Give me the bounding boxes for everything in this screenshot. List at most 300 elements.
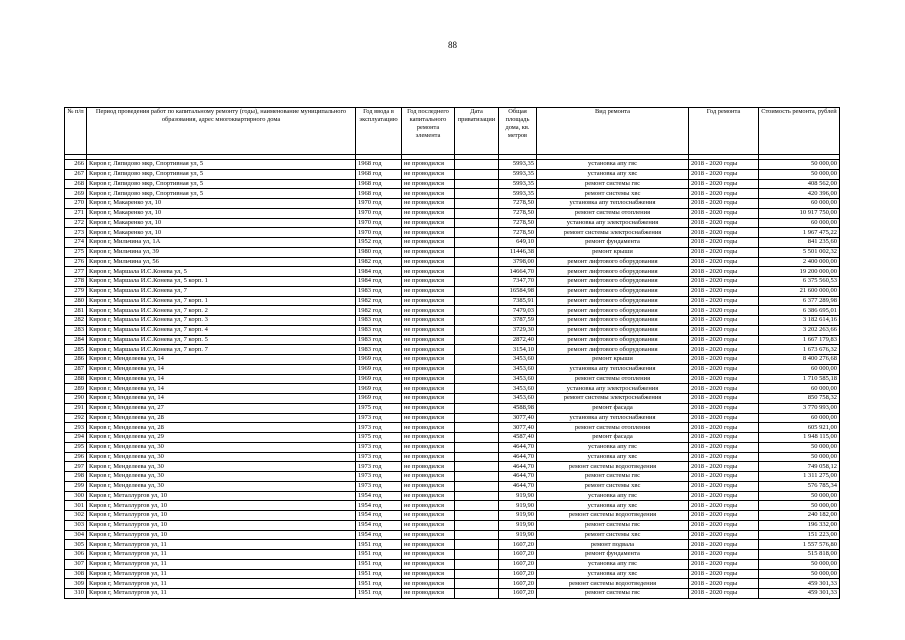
cell-num: 305 bbox=[65, 540, 87, 550]
table-row bbox=[65, 267, 840, 277]
cell-repair-year: 2018 - 2020 годы bbox=[689, 286, 759, 296]
cell-work-type: ремонт системы хвс bbox=[537, 481, 689, 491]
cell-privatization bbox=[455, 355, 499, 365]
header-last-repair: Год последнего капитального ремонта элемента bbox=[402, 108, 455, 155]
cell-cost: 60 000,00 bbox=[759, 413, 840, 423]
cell-repair-year: 2018 - 2020 годы bbox=[689, 364, 759, 374]
cell-cost: 60 000,00 bbox=[759, 218, 840, 228]
cell-address: Киров г, Металлургов ул, 11 bbox=[87, 550, 356, 560]
cell-cost: 2 400 000,00 bbox=[759, 257, 840, 267]
cell-area: 3453,60 bbox=[499, 384, 537, 394]
cell-area: 5993,35 bbox=[499, 179, 537, 189]
cell-work-type: ремонт лифтового оборудования bbox=[537, 267, 689, 277]
cell-year-built: 1954 год bbox=[356, 520, 402, 530]
cell-cost: 50 000,00 bbox=[759, 442, 840, 452]
cell-repair-year: 2018 - 2020 годы bbox=[689, 403, 759, 413]
cell-work-type: ремонт системы отопления bbox=[537, 374, 689, 384]
cell-last-repair: не проводился bbox=[402, 433, 455, 443]
cell-area: 16584,98 bbox=[499, 286, 537, 296]
cell-num: 278 bbox=[65, 277, 87, 287]
cell-work-type: установка апу гвс bbox=[537, 442, 689, 452]
table-row bbox=[65, 452, 840, 462]
cell-repair-year: 2018 - 2020 годы bbox=[689, 442, 759, 452]
cell-last-repair: не проводился bbox=[402, 384, 455, 394]
cell-repair-year: 2018 - 2020 годы bbox=[689, 160, 759, 170]
cell-last-repair: не проводился bbox=[402, 218, 455, 228]
table-row bbox=[65, 335, 840, 345]
cell-num: 286 bbox=[65, 355, 87, 365]
cell-repair-year: 2018 - 2020 годы bbox=[689, 589, 759, 599]
cell-num: 268 bbox=[65, 179, 87, 189]
cell-last-repair: не проводился bbox=[402, 374, 455, 384]
cell-area: 7278,50 bbox=[499, 208, 537, 218]
cell-address: Киров г, Менделеева ул, 14 bbox=[87, 394, 356, 404]
cell-year-built: 1968 год bbox=[356, 169, 402, 179]
cell-privatization bbox=[455, 228, 499, 238]
cell-last-repair: не проводился bbox=[402, 189, 455, 199]
table-row bbox=[65, 579, 840, 589]
cell-cost: 60 000,00 bbox=[759, 199, 840, 209]
cell-num: 266 bbox=[65, 160, 87, 170]
cell-address: Киров г, Менделеева ул, 30 bbox=[87, 472, 356, 482]
cell-address: Киров г, Менделеева ул, 14 bbox=[87, 364, 356, 374]
table-row bbox=[65, 306, 840, 316]
cell-privatization bbox=[455, 345, 499, 355]
table-row bbox=[65, 257, 840, 267]
cell-year-built: 1954 год bbox=[356, 530, 402, 540]
cell-num: 293 bbox=[65, 423, 87, 433]
cell-repair-year: 2018 - 2020 годы bbox=[689, 335, 759, 345]
cell-address: Киров г, Металлургов ул, 11 bbox=[87, 579, 356, 589]
cell-last-repair: не проводился bbox=[402, 306, 455, 316]
cell-privatization bbox=[455, 423, 499, 433]
cell-cost: 50 000,00 bbox=[759, 169, 840, 179]
cell-address: Киров г, Менделеева ул, 14 bbox=[87, 355, 356, 365]
cell-num: 281 bbox=[65, 306, 87, 316]
cell-work-type: установка апу теплоснабжения bbox=[537, 199, 689, 209]
table-row bbox=[65, 345, 840, 355]
cell-num: 267 bbox=[65, 169, 87, 179]
cell-work-type: установка апу хвс bbox=[537, 569, 689, 579]
cell-area: 14664,70 bbox=[499, 267, 537, 277]
cell-address: Киров г, Маршала И.С.Конева ул, 7 корп. 1 bbox=[87, 296, 356, 306]
cell-cost: 50 000,00 bbox=[759, 491, 840, 501]
cell-cost: 50 000,00 bbox=[759, 452, 840, 462]
cell-address: Киров г, Менделеева ул, 14 bbox=[87, 384, 356, 394]
cell-address: Киров г, Ляпидово мкр, Спортивная ул, 5 bbox=[87, 189, 356, 199]
cell-privatization bbox=[455, 433, 499, 443]
cell-privatization bbox=[455, 325, 499, 335]
cell-area: 1607,20 bbox=[499, 589, 537, 599]
cell-work-type: ремонт системы хвс bbox=[537, 530, 689, 540]
cell-year-built: 1975 год bbox=[356, 433, 402, 443]
cell-privatization bbox=[455, 364, 499, 374]
cell-work-type: ремонт системы водоотведения bbox=[537, 462, 689, 472]
cell-privatization bbox=[455, 208, 499, 218]
cell-privatization bbox=[455, 413, 499, 423]
cell-cost: 60 000,00 bbox=[759, 364, 840, 374]
cell-year-built: 1951 год bbox=[356, 579, 402, 589]
table-row bbox=[65, 296, 840, 306]
cell-address: Киров г, Маршала И.С.Конева ул, 7 корп. 7 bbox=[87, 345, 356, 355]
table-row bbox=[65, 247, 840, 257]
cell-area: 1607,20 bbox=[499, 579, 537, 589]
table-row bbox=[65, 218, 840, 228]
header-privatization: Дата приватизации bbox=[455, 108, 499, 155]
cell-num: 287 bbox=[65, 364, 87, 374]
cell-last-repair: не проводился bbox=[402, 423, 455, 433]
header-area: Общая площадь дома, кв. метров bbox=[499, 108, 537, 155]
cell-repair-year: 2018 - 2020 годы bbox=[689, 345, 759, 355]
cell-last-repair: не проводился bbox=[402, 472, 455, 482]
cell-work-type: ремонт системы хвс bbox=[537, 189, 689, 199]
cell-cost: 408 562,00 bbox=[759, 179, 840, 189]
cell-year-built: 1973 год bbox=[356, 472, 402, 482]
cell-num: 310 bbox=[65, 589, 87, 599]
cell-work-type: ремонт лифтового оборудования bbox=[537, 335, 689, 345]
cell-last-repair: не проводился bbox=[402, 286, 455, 296]
cell-cost: 6 386 695,01 bbox=[759, 306, 840, 316]
cell-privatization bbox=[455, 520, 499, 530]
cell-cost: 196 332,00 bbox=[759, 520, 840, 530]
cell-address: Киров г, Менделеева ул, 27 bbox=[87, 403, 356, 413]
cell-last-repair: не проводился bbox=[402, 481, 455, 491]
cell-repair-year: 2018 - 2020 годы bbox=[689, 374, 759, 384]
cell-num: 277 bbox=[65, 267, 87, 277]
cell-repair-year: 2018 - 2020 годы bbox=[689, 413, 759, 423]
cell-repair-year: 2018 - 2020 годы bbox=[689, 228, 759, 238]
page-number: 88 bbox=[448, 40, 457, 50]
table-row bbox=[65, 374, 840, 384]
cell-address: Киров г, Маршала И.С.Конева ул, 5 bbox=[87, 267, 356, 277]
cell-num: 308 bbox=[65, 569, 87, 579]
cell-cost: 3 182 614,16 bbox=[759, 316, 840, 326]
cell-work-type: ремонт лифтового оборудования bbox=[537, 345, 689, 355]
cell-area: 3453,60 bbox=[499, 355, 537, 365]
cell-year-built: 1969 год bbox=[356, 355, 402, 365]
cell-work-type: ремонт системы отопления bbox=[537, 423, 689, 433]
cell-last-repair: не проводился bbox=[402, 160, 455, 170]
table-row bbox=[65, 189, 840, 199]
table-row bbox=[65, 540, 840, 550]
cell-num: 304 bbox=[65, 530, 87, 540]
cell-area: 7278,50 bbox=[499, 228, 537, 238]
cell-work-type: установка апу хвс bbox=[537, 501, 689, 511]
cell-cost: 6 377 289,98 bbox=[759, 296, 840, 306]
cell-year-built: 1969 год bbox=[356, 364, 402, 374]
cell-address: Киров г, Макаренко ул, 10 bbox=[87, 208, 356, 218]
cell-area: 7278,50 bbox=[499, 199, 537, 209]
cell-cost: 1 311 275,00 bbox=[759, 472, 840, 482]
table-row bbox=[65, 403, 840, 413]
cell-num: 269 bbox=[65, 189, 87, 199]
cell-area: 4587,40 bbox=[499, 433, 537, 443]
cell-privatization bbox=[455, 403, 499, 413]
cell-repair-year: 2018 - 2020 годы bbox=[689, 520, 759, 530]
cell-work-type: ремонт лифтового оборудования bbox=[537, 296, 689, 306]
cell-repair-year: 2018 - 2020 годы bbox=[689, 569, 759, 579]
cell-privatization bbox=[455, 394, 499, 404]
cell-last-repair: не проводился bbox=[402, 569, 455, 579]
cell-last-repair: не проводился bbox=[402, 257, 455, 267]
cell-year-built: 1973 год bbox=[356, 423, 402, 433]
cell-repair-year: 2018 - 2020 годы bbox=[689, 452, 759, 462]
cell-year-built: 1975 год bbox=[356, 403, 402, 413]
cell-privatization bbox=[455, 452, 499, 462]
cell-repair-year: 2018 - 2020 годы bbox=[689, 472, 759, 482]
cell-repair-year: 2018 - 2020 годы bbox=[689, 208, 759, 218]
cell-year-built: 1973 год bbox=[356, 413, 402, 423]
cell-cost: 749 058,12 bbox=[759, 462, 840, 472]
cell-last-repair: не проводился bbox=[402, 491, 455, 501]
cell-address: Киров г, Ляпидово мкр, Спортивная ул, 5 bbox=[87, 160, 356, 170]
cell-year-built: 1951 год bbox=[356, 540, 402, 550]
cell-address: Киров г, Менделеева ул, 29 bbox=[87, 433, 356, 443]
cell-area: 919,90 bbox=[499, 491, 537, 501]
table-row bbox=[65, 589, 840, 599]
cell-cost: 1 948 115,00 bbox=[759, 433, 840, 443]
cell-num: 275 bbox=[65, 247, 87, 257]
cell-privatization bbox=[455, 277, 499, 287]
cell-privatization bbox=[455, 199, 499, 209]
cell-cost: 459 301,33 bbox=[759, 589, 840, 599]
cell-address: Киров г, Ляпидово мкр, Спортивная ул, 5 bbox=[87, 169, 356, 179]
table-row bbox=[65, 384, 840, 394]
cell-area: 1607,20 bbox=[499, 569, 537, 579]
cell-address: Киров г, Макаренко ул, 10 bbox=[87, 228, 356, 238]
cell-privatization bbox=[455, 462, 499, 472]
cell-cost: 50 000,00 bbox=[759, 160, 840, 170]
cell-area: 7385,91 bbox=[499, 296, 537, 306]
table-row bbox=[65, 160, 840, 170]
cell-repair-year: 2018 - 2020 годы bbox=[689, 325, 759, 335]
cell-work-type: установка апу теплоснабжения bbox=[537, 364, 689, 374]
cell-year-built: 1969 год bbox=[356, 394, 402, 404]
cell-num: 295 bbox=[65, 442, 87, 452]
cell-cost: 19 200 000,00 bbox=[759, 267, 840, 277]
cell-address: Киров г, Маршала И.С.Конева ул, 7 корп. 3 bbox=[87, 316, 356, 326]
cell-repair-year: 2018 - 2020 годы bbox=[689, 179, 759, 189]
cell-year-built: 1970 год bbox=[356, 208, 402, 218]
cell-work-type: ремонт лифтового оборудования bbox=[537, 257, 689, 267]
cell-cost: 1 673 676,32 bbox=[759, 345, 840, 355]
cell-address: Киров г, Менделеева ул, 30 bbox=[87, 462, 356, 472]
cell-last-repair: не проводился bbox=[402, 462, 455, 472]
cell-privatization bbox=[455, 238, 499, 248]
cell-privatization bbox=[455, 589, 499, 599]
cell-year-built: 1982 год bbox=[356, 257, 402, 267]
cell-repair-year: 2018 - 2020 годы bbox=[689, 511, 759, 521]
table-row bbox=[65, 530, 840, 540]
cell-repair-year: 2018 - 2020 годы bbox=[689, 394, 759, 404]
cell-cost: 3 202 263,66 bbox=[759, 325, 840, 335]
cell-area: 4588,98 bbox=[499, 403, 537, 413]
cell-year-built: 1970 год bbox=[356, 228, 402, 238]
cell-address: Киров г, Ляпидово мкр, Спортивная ул, 5 bbox=[87, 179, 356, 189]
cell-repair-year: 2018 - 2020 годы bbox=[689, 550, 759, 560]
cell-work-type: ремонт системы водоотведения bbox=[537, 579, 689, 589]
cell-year-built: 1983 год bbox=[356, 286, 402, 296]
cell-num: 282 bbox=[65, 316, 87, 326]
cell-privatization bbox=[455, 559, 499, 569]
cell-cost: 515 818,00 bbox=[759, 550, 840, 560]
cell-address: Киров г, Металлургов ул, 10 bbox=[87, 491, 356, 501]
cell-repair-year: 2018 - 2020 годы bbox=[689, 247, 759, 257]
cell-address: Киров г, Макаренко ул, 10 bbox=[87, 218, 356, 228]
cell-last-repair: не проводился bbox=[402, 169, 455, 179]
cell-work-type: ремонт системы гвс bbox=[537, 179, 689, 189]
cell-year-built: 1982 год bbox=[356, 296, 402, 306]
cell-work-type: ремонт лифтового оборудования bbox=[537, 306, 689, 316]
cell-year-built: 1983 год bbox=[356, 325, 402, 335]
cell-work-type: ремонт лифтового оборудования bbox=[537, 286, 689, 296]
table-row bbox=[65, 511, 840, 521]
cell-address: Киров г, Мильчина ул, 56 bbox=[87, 257, 356, 267]
cell-work-type: ремонт фундамента bbox=[537, 238, 689, 248]
cell-num: 276 bbox=[65, 257, 87, 267]
cell-cost: 1 667 179,83 bbox=[759, 335, 840, 345]
cell-repair-year: 2018 - 2020 годы bbox=[689, 267, 759, 277]
cell-num: 299 bbox=[65, 481, 87, 491]
cell-area: 2872,40 bbox=[499, 335, 537, 345]
table-row bbox=[65, 355, 840, 365]
header-year-built: Год ввода в эксплуатацию bbox=[356, 108, 402, 155]
cell-privatization bbox=[455, 296, 499, 306]
table-row bbox=[65, 462, 840, 472]
cell-work-type: установка апу электроснабжения bbox=[537, 218, 689, 228]
cell-num: 307 bbox=[65, 559, 87, 569]
cell-area: 919,90 bbox=[499, 520, 537, 530]
cell-privatization bbox=[455, 550, 499, 560]
cell-year-built: 1951 год bbox=[356, 569, 402, 579]
cell-year-built: 1970 год bbox=[356, 218, 402, 228]
header-address: Период проведения работ по капитальному ремонту (годы), наименование муниципального образования, адрес многоквартирного дома bbox=[87, 108, 356, 155]
cell-cost: 8 400 276,68 bbox=[759, 355, 840, 365]
cell-repair-year: 2018 - 2020 годы bbox=[689, 257, 759, 267]
cell-work-type: ремонт подвала bbox=[537, 540, 689, 550]
cell-num: 309 bbox=[65, 579, 87, 589]
cell-privatization bbox=[455, 160, 499, 170]
cell-last-repair: не проводился bbox=[402, 559, 455, 569]
table-header-row bbox=[65, 108, 840, 155]
cell-work-type: ремонт системы водоотведения bbox=[537, 511, 689, 521]
table-row bbox=[65, 364, 840, 374]
cell-cost: 10 917 750,00 bbox=[759, 208, 840, 218]
cell-work-type: ремонт системы электроснабжения bbox=[537, 228, 689, 238]
cell-cost: 841 235,60 bbox=[759, 238, 840, 248]
table-row bbox=[65, 199, 840, 209]
cell-num: 283 bbox=[65, 325, 87, 335]
cell-last-repair: не проводился bbox=[402, 199, 455, 209]
table-row bbox=[65, 550, 840, 560]
cell-last-repair: не проводился bbox=[402, 296, 455, 306]
cell-year-built: 1951 год bbox=[356, 589, 402, 599]
cell-num: 274 bbox=[65, 238, 87, 248]
cell-work-type: ремонт лифтового оборудования bbox=[537, 325, 689, 335]
cell-num: 301 bbox=[65, 501, 87, 511]
cell-address: Киров г, Металлургов ул, 11 bbox=[87, 540, 356, 550]
header-cost: Стоимость ремонта, рублей bbox=[759, 108, 840, 155]
table-row bbox=[65, 413, 840, 423]
cell-num: 273 bbox=[65, 228, 87, 238]
cell-address: Киров г, Менделеева ул, 30 bbox=[87, 452, 356, 462]
cell-num: 306 bbox=[65, 550, 87, 560]
table-row bbox=[65, 228, 840, 238]
cell-num: 288 bbox=[65, 374, 87, 384]
cell-privatization bbox=[455, 267, 499, 277]
cell-cost: 1 557 576,80 bbox=[759, 540, 840, 550]
cell-work-type: установка апу хвс bbox=[537, 169, 689, 179]
cell-privatization bbox=[455, 491, 499, 501]
cell-num: 297 bbox=[65, 462, 87, 472]
cell-last-repair: не проводился bbox=[402, 277, 455, 287]
cell-work-type: ремонт системы гвс bbox=[537, 520, 689, 530]
cell-cost: 240 182,00 bbox=[759, 511, 840, 521]
cell-last-repair: не проводился bbox=[402, 530, 455, 540]
cell-work-type: ремонт системы гвс bbox=[537, 472, 689, 482]
cell-last-repair: не проводился bbox=[402, 316, 455, 326]
table-row bbox=[65, 394, 840, 404]
cell-last-repair: не проводился bbox=[402, 228, 455, 238]
table-row bbox=[65, 179, 840, 189]
cell-privatization bbox=[455, 335, 499, 345]
cell-year-built: 1968 год bbox=[356, 189, 402, 199]
cell-address: Киров г, Металлургов ул, 10 bbox=[87, 520, 356, 530]
cell-year-built: 1983 год bbox=[356, 345, 402, 355]
cell-area: 7479,03 bbox=[499, 306, 537, 316]
table-row bbox=[65, 423, 840, 433]
cell-address: Киров г, Металлургов ул, 10 bbox=[87, 511, 356, 521]
cell-area: 7347,70 bbox=[499, 277, 537, 287]
cell-area: 5993,35 bbox=[499, 169, 537, 179]
cell-work-type: установка апу гвс bbox=[537, 559, 689, 569]
cell-num: 302 bbox=[65, 511, 87, 521]
cell-cost: 21 600 000,00 bbox=[759, 286, 840, 296]
cell-privatization bbox=[455, 257, 499, 267]
cell-repair-year: 2018 - 2020 годы bbox=[689, 355, 759, 365]
header-repair-year: Год ремонта bbox=[689, 108, 759, 155]
cell-privatization bbox=[455, 374, 499, 384]
cell-last-repair: не проводился bbox=[402, 208, 455, 218]
cell-area: 3453,60 bbox=[499, 394, 537, 404]
cell-privatization bbox=[455, 316, 499, 326]
cell-cost: 60 000,00 bbox=[759, 384, 840, 394]
cell-year-built: 1973 год bbox=[356, 452, 402, 462]
table-row bbox=[65, 169, 840, 179]
table-row bbox=[65, 481, 840, 491]
cell-address: Киров г, Менделеева ул, 28 bbox=[87, 413, 356, 423]
cell-num: 279 bbox=[65, 286, 87, 296]
cell-cost: 459 301,33 bbox=[759, 579, 840, 589]
cell-area: 7278,50 bbox=[499, 218, 537, 228]
cell-repair-year: 2018 - 2020 годы bbox=[689, 384, 759, 394]
cell-last-repair: не проводился bbox=[402, 394, 455, 404]
table-row bbox=[65, 325, 840, 335]
cell-last-repair: не проводился bbox=[402, 511, 455, 521]
cell-work-type: ремонт системы электроснабжения bbox=[537, 394, 689, 404]
cell-work-type: ремонт лифтового оборудования bbox=[537, 316, 689, 326]
cell-repair-year: 2018 - 2020 годы bbox=[689, 433, 759, 443]
cell-repair-year: 2018 - 2020 годы bbox=[689, 423, 759, 433]
cell-num: 271 bbox=[65, 208, 87, 218]
cell-last-repair: не проводился bbox=[402, 355, 455, 365]
cell-num: 298 bbox=[65, 472, 87, 482]
cell-work-type: установка апу гвс bbox=[537, 491, 689, 501]
header-num: № п/п bbox=[65, 108, 87, 155]
cell-cost: 420 396,00 bbox=[759, 189, 840, 199]
cell-repair-year: 2018 - 2020 годы bbox=[689, 579, 759, 589]
repair-register-table bbox=[64, 107, 840, 599]
